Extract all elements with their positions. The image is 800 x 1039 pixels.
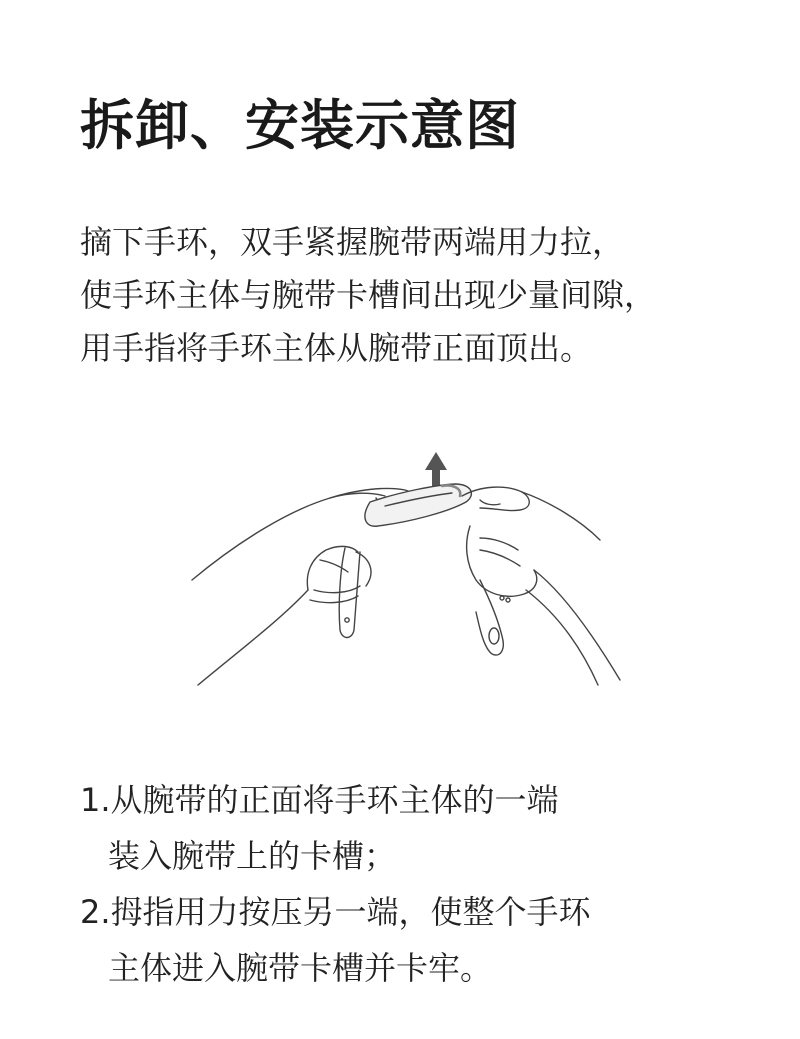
intro-paragraph (80, 216, 740, 375)
step-line: 1.从腕带的正面将手环主体的一端 (80, 781, 559, 819)
step-item (80, 772, 760, 884)
hands-removing-band-illustration (180, 440, 640, 690)
intro-line: 使手环主体与腕带卡槽间出现少量间隙， (80, 276, 657, 314)
step-item (80, 884, 760, 996)
step-line: 装入腕带上的卡槽； (108, 837, 397, 875)
intro-line: 摘下手环，双手紧握腕带两端用力拉， (80, 223, 625, 261)
step-line: 2.拇指用力按压另一端，使整个手环 (80, 893, 591, 931)
page-title: 拆卸、安装示意图 (80, 94, 520, 157)
intro-line: 用手指将手环主体从腕带正面顶出。 (80, 329, 593, 367)
step-line: 主体进入腕带卡槽并卡牢。 (108, 949, 493, 987)
install-steps (80, 772, 760, 996)
